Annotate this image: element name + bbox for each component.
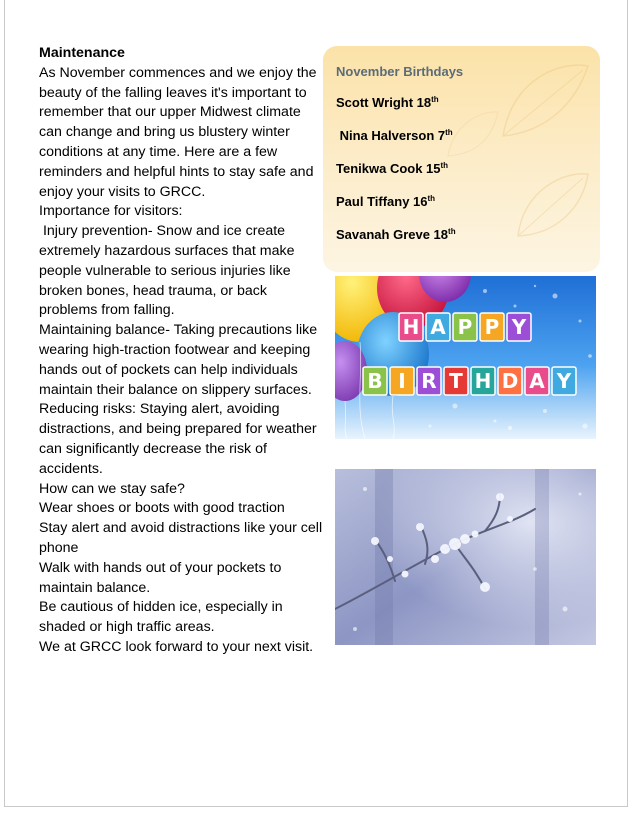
letter-tile-text: A [529,369,545,393]
article-tip-hands: Walk with hands out of your pockets to maintain balance. [39,559,282,596]
birthdays-heading: November Birthdays [336,64,464,79]
letter-tile-text: Y [556,369,572,393]
birthday-entry: Savanah Greve 18th [336,227,456,242]
happy-birthday-image [335,276,596,439]
letter-tile-text: B [367,369,383,393]
letter-tile-text: P [484,315,500,339]
leaf-decoration-icon [513,166,593,246]
letter-tile-text: I [398,369,406,393]
article-tip-alert: Stay alert and avoid distractions like your cell phone [39,520,323,556]
birthdays-sidebar [323,46,600,272]
article-paragraph-balance: Maintaining balance- Taking precautions like wearing high-traction footwear and keeping hands out of pockets can help individuals maintain their balance on slippery surfaces. [39,322,318,398]
article-paragraph-risks: Reducing risks: Staying alert, avoiding distractions, and being prepared for weather can significantly decrease the risk of accidents. [39,401,317,477]
birthday-entry: Nina Halverson 7th [336,128,453,143]
banner-happy-letters [399,313,531,341]
article-closing: We at GRCC look forward to your next visit. [39,638,314,655]
birthday-entry: Paul Tiffany 16th [336,194,436,209]
article-paragraph-how-safe: How can we stay safe? [39,480,185,497]
article-tip-shoes: Wear shoes or boots with good traction [39,500,285,517]
letter-tile-text: P [457,315,473,339]
frosted-branch-image [335,469,596,645]
article-tip-ice: Be cautious of hidden ice, especially in shaded or high traffic areas. [39,599,283,636]
letter-tile-text: R [421,369,437,393]
letter-tile-text: T [449,369,463,393]
letter-tile-text: Y [511,315,527,339]
leaf-decoration-icon [493,56,593,146]
letter-tile-text: H [474,369,492,393]
article-paragraph-intro: As November commences and we enjoy the beauty of the falling leaves it's important to remember that our upper Midwest climate can change and bring us blustery winter conditions at any time. Here are a few reminders and helpful hints to stay safe and enjoy your visits to GRCC. [39,64,317,200]
letter-tile-text: D [501,369,519,393]
article-title: Maintenance [39,45,125,61]
article-paragraph-injury: Injury prevention- Snow and ice create extremely hazardous surfaces that make people vulnerable to serious injuries like broken bones, head trauma, or back problems from falling. [39,223,299,319]
letter-tile-text: H [402,315,420,339]
birthday-entry: Tenikwa Cook 15th [336,161,449,176]
article-paragraph-importance-heading: Importance for visitors: [39,203,183,220]
maintenance-article [39,44,324,658]
letter-tile-text: A [430,315,446,339]
birthday-entry: Scott Wright 18th [336,95,439,110]
